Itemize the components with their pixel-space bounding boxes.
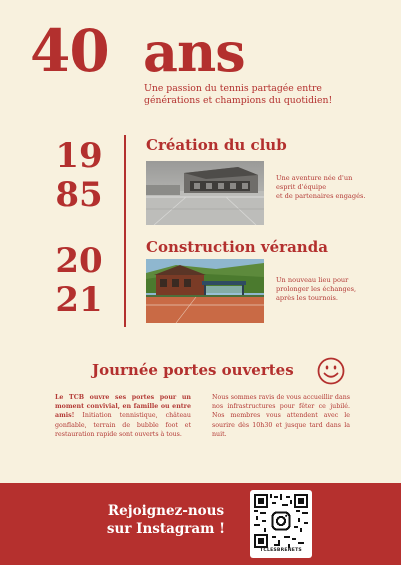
year-bottom: 21 (55, 280, 103, 320)
timeline-divider (124, 135, 126, 327)
instagram-cta (96, 502, 236, 538)
open-day-right-text: Nous sommes ravis de vous accueillir dans nos infrastructures pour fêter ce jubilé. Nos membres vous attendent avec le sourire dès 10h30 et jusque tard dans la nuit. (212, 394, 350, 438)
open-day-intro: Le TCB ouvre ses portes pour un moment convivial, en famille ou entre amis! (55, 394, 191, 420)
section-title: Construction véranda (146, 238, 328, 256)
qr-code-card[interactable] (250, 490, 312, 558)
qr-code-icon[interactable] (254, 494, 308, 548)
anniversary-word: ans (143, 20, 245, 84)
qr-code-label: TCLESBRENETS (260, 548, 302, 553)
club-history-photo (146, 161, 264, 225)
subtitle-line: générations et champions du quotidien! (144, 94, 333, 106)
smiley-icon (316, 356, 346, 386)
year-bottom: 85 (55, 175, 103, 215)
description-line: esprit d'équipe (276, 183, 327, 191)
open-day-title: Journée portes ouvertes (92, 361, 294, 379)
subtitle (144, 83, 384, 106)
cta-line: sur Instagram ! (106, 521, 226, 537)
section-description (276, 276, 391, 303)
description-line: après les tournois. (276, 294, 338, 302)
veranda-photo-icon (146, 259, 264, 323)
description-line: Une aventure née d'un (276, 174, 353, 182)
anniversary-number: 40 (30, 17, 109, 85)
subtitle-line: Une passion du tennis partagée entre (144, 83, 322, 94)
cta-line: Rejoignez-nous (107, 503, 225, 519)
description-line: et de partenaires engagés. (276, 192, 366, 200)
description-line: prolonger les échanges, (276, 285, 357, 293)
section-title: Création du club (146, 136, 287, 154)
description-line: Un nouveau lieu pour (276, 276, 349, 284)
open-day-activities: Initiation tennistique, château gonflable, terrain de bubble foot et restauration rapide sont ouverts à tous. (55, 412, 191, 438)
year-top: 20 (55, 241, 103, 281)
clubhouse-photo-icon (146, 161, 264, 225)
veranda-photo (146, 259, 264, 323)
section-description (276, 174, 391, 201)
open-day-left-text (55, 393, 191, 439)
year-top: 19 (55, 136, 103, 176)
